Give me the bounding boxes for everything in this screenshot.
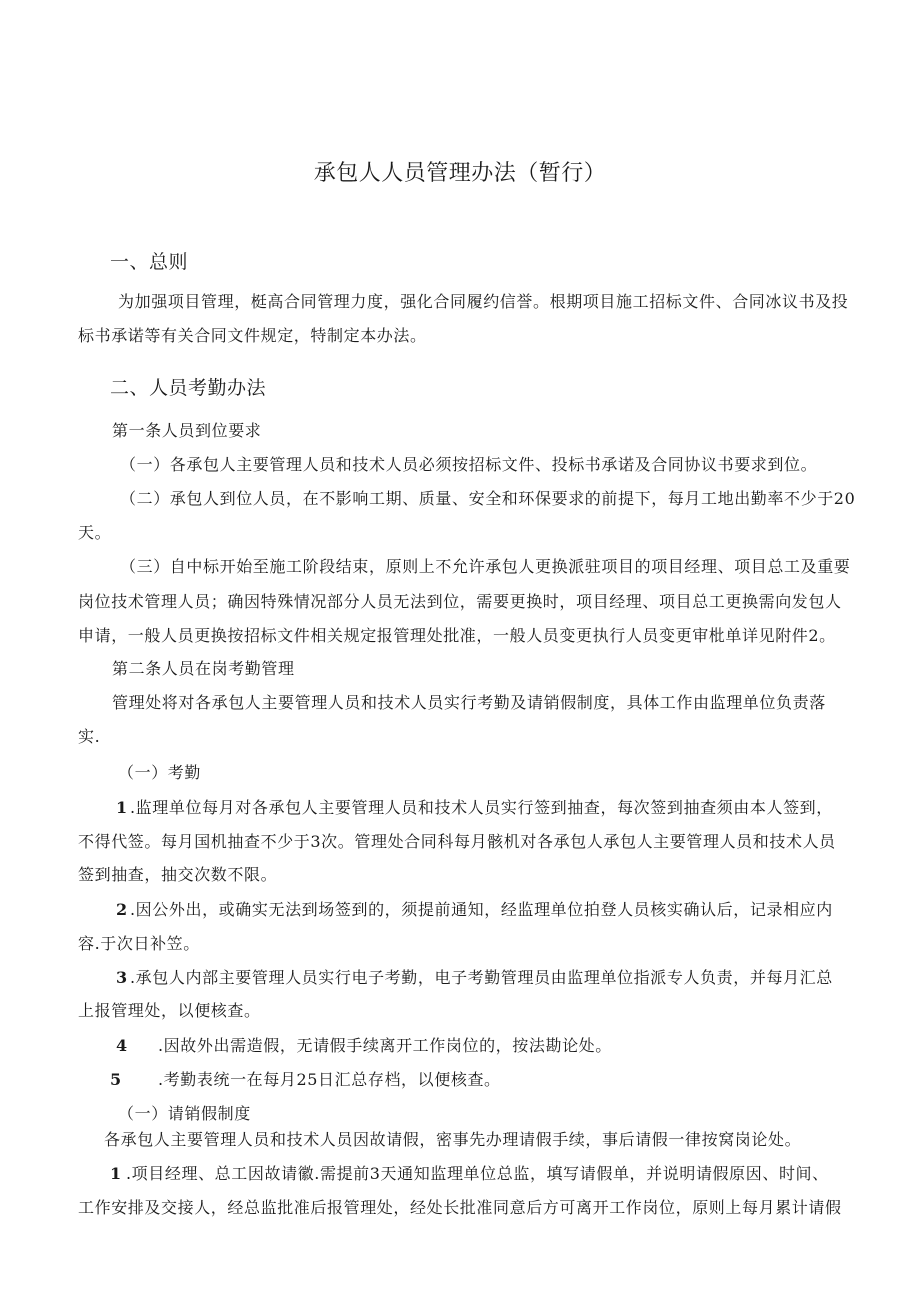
item-number: 5 (110, 1070, 122, 1089)
paragraph-line: （一）各承包人主要管理人员和技术人员必须按招标文件、投标书承诺及合同协议书要求到位。 (120, 455, 818, 474)
paragraph-line: 不得代签。每月国机抽查不少于3次。管理处合同科每月骸机对各承包人承包人主要管理人员和技术人员 (78, 832, 836, 851)
paragraph-line: 管理处将对各承包人主要管理人员和技术人员实行考勤及请销假制度，具体工作由监理单位负责落 (112, 693, 826, 712)
paragraph-line: 各承包人主要管理人员和技术人员因故请假，密事先办理请假手续，事后请假一律按窝岗论处。 (104, 1130, 802, 1149)
article-heading: 第一条人员到位要求 (112, 421, 262, 440)
paragraph-line: 工作安排及交接人，经总监批准后报管理处，经处长批准同意后方可离开工作岗位，原则上每月累计请假 (78, 1198, 842, 1217)
article-heading: 第二条人员在岗考勤管理 (112, 659, 295, 678)
paragraph-line: （三）自中标开始至施工阶段结束，原则上不允许承包人更换派驻项目的项目经理、项目总工及重要 (120, 557, 851, 576)
paragraph-line: 申请，一般人员更换按招标文件相关规定报管理处批准，一般人员变更执行人员变更审枇单详见附件2。 (78, 626, 836, 645)
paragraph-line: .考勤表统一在每月25日汇总存档，以便核查。 (158, 1070, 501, 1089)
paragraph-line: .因故外出需造假，无请假手续离开工作岗位的，按法勘论处。 (158, 1036, 612, 1055)
paragraph-line: 岗位技术管理人员；确因特殊情况部分人员无法到位，需要更换时，项目经理、项目总工更换需向发包人 (78, 592, 842, 611)
item-number: 3 (116, 968, 128, 987)
subsection-heading: （一）考勤 (118, 763, 202, 782)
paragraph-line: （二）承包人到位人员，在不影响工期、质量、安全和环保要求的前提下，每月工地出勤率不少于20 (120, 489, 856, 508)
paragraph-line: .监理单位每月对各承包人主要管理人员和技术人员实行签到抽查，每次签到抽查须由本人签到， (130, 798, 833, 817)
paragraph-line: 为加强项目管理，梃高合同管理力度，强化合同履约信誉。根期项目施工招标文件、合同冰议书及投 (118, 292, 849, 311)
section-heading-attendance: 二、人员考勤办法 (110, 377, 267, 399)
paragraph-line: .因公外出，或确实无法到场签到的，须提前通知，经监理单位拍登人员核实确认后，记录相应内 (130, 900, 833, 919)
paragraph-line: .项目经理、总工因故请徽.需提前3天通知监理单位总监，填写请假单，并说明请假原因、时间、 (126, 1164, 829, 1183)
paragraph-line: .承包人内部主要管理人员实行电子考勤，电子考勤管理员由监理单位指派专人负责，并每月汇总 (130, 968, 833, 987)
paragraph-line: 容.于次日补笠。 (78, 934, 200, 953)
paragraph-line: 天。 (78, 523, 112, 542)
item-number: 1 (110, 1164, 122, 1183)
document-title: 承包人人员管理办法（暂行） (313, 161, 607, 186)
section-heading-general: 一、总则 (110, 251, 189, 273)
subsection-heading: （一）请销假制度 (118, 1104, 251, 1123)
paragraph-line: 标书承诺等有关合同文件规定，特制定本办法。 (78, 326, 427, 345)
paragraph-line: 上报管理处，以便核查。 (78, 1001, 261, 1020)
item-number: 1 (116, 798, 128, 817)
paragraph-line: 实. (78, 727, 101, 746)
item-number: 2 (116, 900, 128, 919)
item-number: 4 (116, 1036, 128, 1055)
paragraph-line: 签到抽查，抽交次数不限。 (78, 865, 278, 884)
